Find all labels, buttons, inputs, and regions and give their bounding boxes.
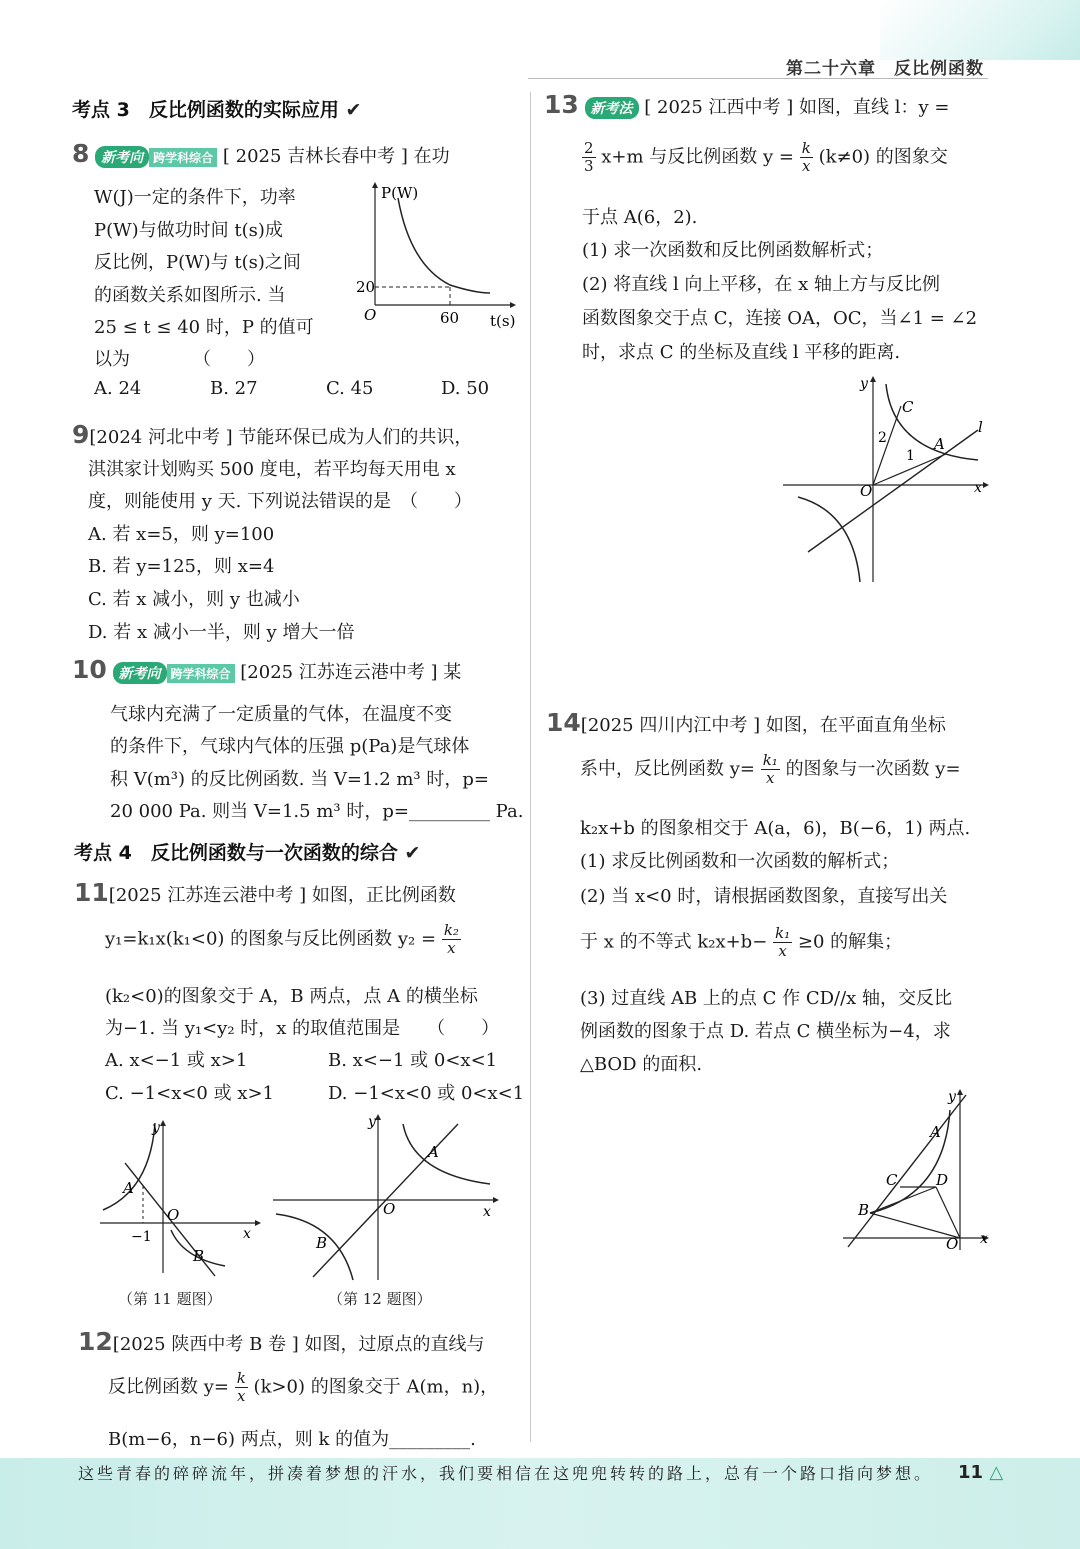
q8-option-c[interactable]: C. 45: [326, 378, 374, 399]
q10-line: 的条件下，气球内气体的压强 p(Pa)是气球体: [110, 736, 470, 757]
q10-line: 20 000 Pa. 则当 V=1.5 m³ 时，p=_________ Pa.: [110, 801, 524, 822]
q14-part3: 例函数的图象于点 D. 若点 C 横坐标为−4，求: [580, 1021, 951, 1042]
footer-motto: 这些青春的碎碎流年，拼凑着梦想的汗水，我们要相信在这兜兜转转的路上，总有一个路口指向梦想。: [78, 1464, 934, 1483]
q14-part1: (1) 求反比例函数和一次函数的解析式；: [580, 851, 900, 872]
q13-point-a: A: [934, 435, 945, 453]
q11-tick: −1: [131, 1229, 152, 1245]
q14-part2-ineq: 于 x 的不等式 k₂x+b− $\frac{\text{k₁}}{x}$ ≥0 的解集；: [580, 924, 903, 960]
header-rule: [528, 78, 988, 79]
q14-origin: O: [946, 1235, 959, 1253]
q8-line: 以为 （ ）: [94, 349, 265, 370]
q12-graph: [268, 1112, 503, 1282]
corner-decoration: [880, 0, 1080, 60]
q11-graph: [95, 1118, 265, 1278]
q13-part2: (2) 将直线 l 向上平移，在 x 轴上方与反比例: [582, 274, 941, 295]
q8-ylabel: P(W): [381, 184, 419, 202]
q14-segment-do: [936, 1187, 960, 1238]
q13-part2: 时，求点 C 的坐标及直线 l 平移的距离.: [582, 342, 901, 363]
q12-x-label: x: [483, 1204, 491, 1220]
q13-header: 13 新考法 [ 2025 江西中考 ] 如图，直线 l：y =: [544, 90, 950, 119]
column-divider: [530, 92, 531, 1442]
compass-icon: △: [989, 1462, 1004, 1483]
q14-line1: 14[2025 四川内江中考 ] 如图，在平面直角坐标: [546, 708, 946, 737]
q14-part3: (3) 过直线 AB 上的点 C 作 CD//x 轴，交反比: [580, 988, 953, 1009]
q8-line: 25 ≤ t ≤ 40 时，P 的值可: [94, 317, 314, 338]
q14-line-ab: [848, 1095, 966, 1247]
q13-angle-1: 1: [906, 448, 915, 464]
q11-y-label: y: [152, 1120, 160, 1136]
q8-xlabel: t(s): [490, 312, 516, 330]
q11-caption: （第 11 题图）: [118, 1290, 222, 1308]
q8-option-a[interactable]: A. 24: [94, 378, 142, 399]
q10-line: 气球内充满了一定质量的气体，在温度不变: [110, 704, 452, 725]
q13-line3: 于点 A(6，2).: [582, 207, 698, 228]
running-head: 第二十六章 反比例函数: [786, 59, 984, 79]
q8-line: 反比例，P(W)与 t(s)之间: [94, 252, 301, 273]
q13-line-label: l: [978, 418, 983, 436]
q13-line-l: [808, 430, 978, 552]
q9-line: 淇淇家计划购买 500 度电，若平均每天用电 x: [88, 459, 456, 480]
q8-line: P(W)与做功时间 t(s)成: [94, 220, 283, 241]
section-title-3: 考点 3 反比例函数的实际应用 ✔: [72, 99, 362, 121]
q13-y-label: y: [860, 376, 868, 392]
q8-origin: O: [364, 306, 377, 324]
check-icon: ✔: [345, 99, 362, 121]
q14-segment-bd: [870, 1187, 936, 1213]
q13-point-c: C: [902, 398, 914, 416]
section-title-4: 考点 4 反比例函数与一次函数的综合 ✔: [74, 842, 421, 864]
q11-line: (k₂<0)的图象交于 A，B 两点，点 A 的横坐标: [105, 986, 478, 1007]
q13-part1: (1) 求一次函数和反比例函数解析式；: [582, 240, 884, 261]
q14-part3: △BOD 的面积.: [580, 1054, 703, 1075]
q13-curve-lower: [798, 497, 860, 582]
q11-line2: y₁=k₁x(k₁<0) 的图象与反比例函数 y₂ = $\frac{\text{k₂}}{x}$: [105, 921, 459, 957]
q13-line2: $\frac{2}{3}$ x+m 与反比例函数 y = $\frac{k}{x}$ (k≠0) 的图象交: [584, 139, 948, 175]
q9-line1: 9[2024 河北中考 ] 节能环保已成为人们的共识，: [72, 420, 473, 449]
q12-line1: 12[2025 陕西中考 B 卷 ] 如图，过原点的直线与: [78, 1327, 485, 1356]
q12-y-label: y: [368, 1114, 376, 1130]
q14-line2: 系中，反比例函数 y= $\frac{\text{k₁}}{x}$ 的图象与一次函数 y=: [580, 751, 961, 787]
q8-option-d[interactable]: D. 50: [441, 378, 490, 399]
q14-part2: (2) 当 x<0 时，请根据函数图象，直接写出关: [580, 886, 948, 907]
q8-curve: [398, 198, 490, 293]
q12-point-a: A: [428, 1143, 439, 1161]
q14-point-c: C: [886, 1171, 898, 1189]
q9-line: 度，则能使用 y 天. 下列说法错误的是 （ ）: [88, 491, 473, 512]
q13-part2: 函数图象交于点 C，连接 OA，OC，当∠1 = ∠2: [582, 308, 978, 329]
q8-xtick: 60: [440, 309, 460, 327]
q9-option-b[interactable]: B. 若 y=125，则 x=4: [88, 556, 275, 577]
q12-line2: 反比例函数 y= $\frac{k}{x}$ (k>0) 的图象交于 A(m，n)，: [108, 1369, 499, 1405]
page-number: 11 △: [958, 1462, 1004, 1483]
q11-option-a[interactable]: A. x<−1 或 x>1: [105, 1050, 248, 1071]
check-icon: ✔: [404, 842, 421, 864]
q8-option-b[interactable]: B. 27: [210, 378, 258, 399]
q14-x-label: x: [980, 1231, 988, 1247]
q14-y-label: y: [948, 1089, 956, 1105]
q14-line3: k₂x+b 的图象相交于 A(a，6)，B(−6，1) 两点.: [580, 818, 971, 839]
q11-option-c[interactable]: C. −1<x<0 或 x>1: [105, 1083, 275, 1104]
q12-point-b: B: [316, 1234, 328, 1252]
q13-origin: O: [860, 482, 873, 500]
q13-curve-upper: [886, 384, 978, 460]
q8-graph: [350, 180, 520, 330]
q13-x-label: x: [974, 480, 982, 496]
q11-point-a: A: [123, 1179, 134, 1197]
q10-line: 积 V(m³) 的反比例函数. 当 V=1.2 m³ 时，p=: [110, 769, 489, 790]
q9-option-d[interactable]: D. 若 x 减小一半，则 y 增大一倍: [88, 622, 355, 643]
q13-angle-2: 2: [878, 430, 887, 446]
q8-line: 的函数关系如图所示. 当: [94, 285, 286, 306]
q14-point-a: A: [930, 1123, 941, 1141]
q14-point-b: B: [858, 1201, 870, 1219]
q11-line: 为−1. 当 y₁<y₂ 时，x 的取值范围是 （ ）: [105, 1018, 500, 1039]
q11-point-b: B: [193, 1247, 205, 1265]
q12-line3: B(m−6，n−6) 两点，则 k 的值为_________.: [108, 1429, 476, 1450]
q8-ytick: 20: [356, 278, 376, 296]
q12-curve-upper: [403, 1124, 490, 1184]
q11-x-label: x: [243, 1226, 251, 1242]
q11-option-b[interactable]: B. x<−1 或 0<x<1: [328, 1050, 498, 1071]
q10-header: 10 新考向 跨学科综合 [2025 江苏连云港中考 ] 某: [72, 655, 462, 684]
q11-line1: 11[2025 江苏连云港中考 ] 如图，正比例函数: [74, 878, 456, 907]
q9-option-a[interactable]: A. 若 x=5，则 y=100: [88, 524, 275, 545]
q11-origin: O: [167, 1206, 180, 1224]
q12-origin: O: [383, 1200, 396, 1218]
q11-option-d[interactable]: D. −1<x<0 或 0<x<1: [328, 1083, 525, 1104]
q13-graph: [778, 372, 998, 587]
q8-line: W(J)一定的条件下，功率: [94, 187, 296, 208]
q14-graph: [838, 1085, 998, 1255]
q12-caption: （第 12 题图）: [328, 1290, 432, 1308]
q14-point-d: D: [936, 1171, 949, 1189]
q8-header: 8 新考向 跨学科综合 [ 2025 吉林长春中考 ] 在功: [72, 139, 450, 168]
q9-option-c[interactable]: C. 若 x 减小，则 y 也减小: [88, 589, 300, 610]
